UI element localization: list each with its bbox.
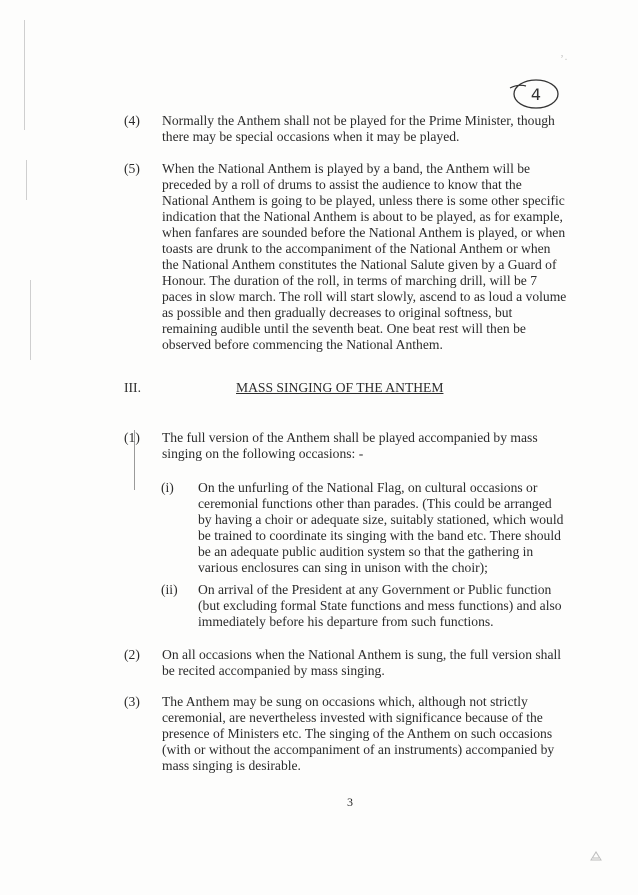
section-paragraph-1 bbox=[124, 430, 588, 462]
paragraph-4 bbox=[124, 113, 588, 145]
paragraph-text: When the National Anthem is played by a band, the Anthem will be preceded by a roll of drums to assist the audience to know that the National Anthem is going to be played, unless there is some other specific indication that the National Anthem is about to be played, as for example, when fanfares are sounded before the National Anthem is played, or when toasts are drunk to the accompaniment of the National Anthem or when the National Anthem constitutes the National Salute given by a Guard of Honour. The duration of the roll, in terms of marching drill, will be 7 paces in slow march. The roll will start slowly, ascend to as loud a volume as possible and then gradually decreases to original softness, but remaining audible until the seventh beat. One beat rest will then be observed before commencing the National Anthem. bbox=[162, 161, 567, 352]
sub-item-text: On the unfurling of the National Flag, on cultural occasions or ceremonial functions other than parades. (This could be arranged by having a choir or adequate size, suitably stationed, which would be trained to coordinate its singing with the band etc. There should be an adequate public audition system so that the gathering in various enclosures can sing in unison with the choir); bbox=[198, 480, 564, 575]
paragraph-number: (3) bbox=[124, 694, 140, 709]
scan-margin-line bbox=[26, 160, 27, 200]
paragraph-text: The full version of the Anthem shall be played accompanied by mass singing on the following occasions: - bbox=[162, 430, 538, 461]
paragraph-number: (1) bbox=[124, 430, 140, 445]
paragraph-number: (2) bbox=[124, 647, 140, 662]
page-number: 3 bbox=[347, 795, 353, 809]
section-paragraph-3 bbox=[124, 694, 588, 774]
handwritten-folio-mark bbox=[504, 76, 562, 112]
section-title: MASS SINGING OF THE ANTHEM bbox=[236, 380, 444, 395]
scan-margin-line bbox=[30, 280, 31, 360]
scan-stamp-mark bbox=[588, 848, 604, 864]
paragraph-number: (5) bbox=[124, 161, 140, 176]
section-paragraph-2 bbox=[124, 647, 588, 679]
sub-item-text: On arrival of the President at any Government or Public function (but excluding formal State functions and mess functions) and also immediately before his departure from such functions. bbox=[198, 582, 562, 629]
sub-item-i bbox=[161, 480, 588, 576]
section-number: III. bbox=[124, 380, 141, 395]
sub-item-ii bbox=[161, 582, 588, 630]
sub-item-number: (ii) bbox=[161, 582, 178, 597]
folio-number: 4 bbox=[530, 85, 542, 104]
corner-scan-mark: ʼ· bbox=[560, 52, 568, 66]
scan-margin-line bbox=[24, 20, 25, 130]
paragraph-text: Normally the Anthem shall not be played for the Prime Minister, though there may be special occasions when it may be played. bbox=[162, 113, 555, 144]
sub-item-number: (i) bbox=[161, 480, 174, 495]
paragraph-5 bbox=[124, 161, 588, 353]
paragraph-text: The Anthem may be sung on occasions which, although not strictly ceremonial, are nevertheless invested with significance because of the presence of Ministers etc. The singing of the Anthem on such occasions (with or without the accompaniment of an instruments) accompanied by mass singing is desirable. bbox=[162, 694, 555, 773]
paragraph-text: On all occasions when the National Anthem is sung, the full version shall be recited accompanied by mass singing. bbox=[162, 647, 562, 678]
paragraph-number: (4) bbox=[124, 113, 140, 128]
